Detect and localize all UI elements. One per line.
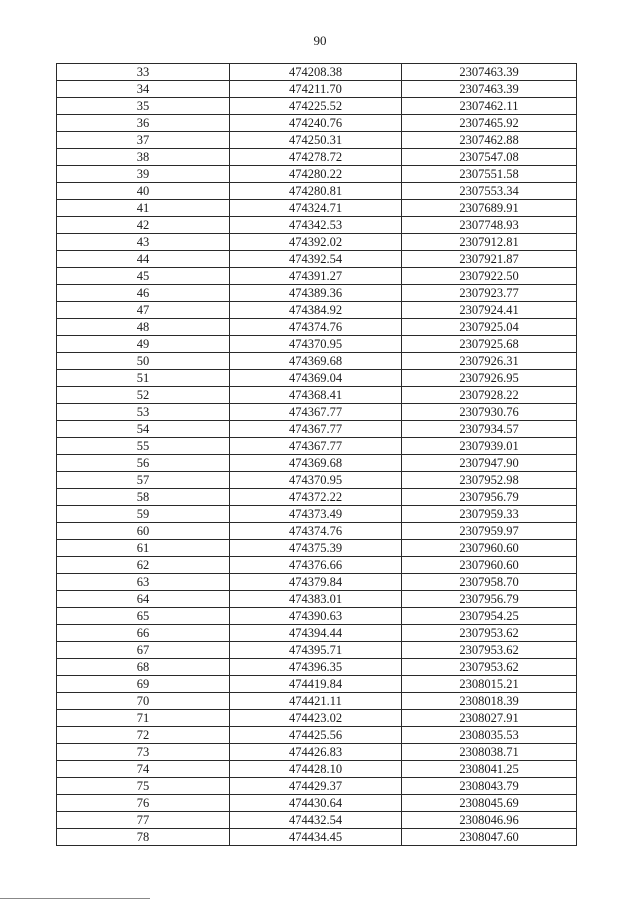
- y-coordinate-cell: 2307947.90: [402, 455, 577, 472]
- table-row: [57, 642, 577, 659]
- x-coordinate-cell: 474429.37: [230, 778, 402, 795]
- table-row: [57, 387, 577, 404]
- point-number-cell: 36: [57, 115, 230, 132]
- point-number-cell: 57: [57, 472, 230, 489]
- point-number-cell: 35: [57, 98, 230, 115]
- x-coordinate-cell: 474384.92: [230, 302, 402, 319]
- point-number-cell: 48: [57, 319, 230, 336]
- table-row: [57, 404, 577, 421]
- x-coordinate-cell: 474374.76: [230, 523, 402, 540]
- point-number-cell: 68: [57, 659, 230, 676]
- y-coordinate-cell: 2308035.53: [402, 727, 577, 744]
- table-row: [57, 489, 577, 506]
- y-coordinate-cell: 2307953.62: [402, 625, 577, 642]
- y-coordinate-cell: 2307928.22: [402, 387, 577, 404]
- x-coordinate-cell: 474280.22: [230, 166, 402, 183]
- x-coordinate-cell: 474375.39: [230, 540, 402, 557]
- point-number-cell: 76: [57, 795, 230, 812]
- point-number-cell: 73: [57, 744, 230, 761]
- x-coordinate-cell: 474369.68: [230, 455, 402, 472]
- point-number-cell: 53: [57, 404, 230, 421]
- point-number-cell: 42: [57, 217, 230, 234]
- table-row: [57, 319, 577, 336]
- x-coordinate-cell: 474211.70: [230, 81, 402, 98]
- point-number-cell: 47: [57, 302, 230, 319]
- point-number-cell: 63: [57, 574, 230, 591]
- x-coordinate-cell: 474369.68: [230, 353, 402, 370]
- y-coordinate-cell: 2307462.11: [402, 98, 577, 115]
- y-coordinate-cell: 2307952.98: [402, 472, 577, 489]
- table-row: [57, 540, 577, 557]
- y-coordinate-cell: 2307553.34: [402, 183, 577, 200]
- point-number-cell: 54: [57, 421, 230, 438]
- table-row: [57, 659, 577, 676]
- y-coordinate-cell: 2307953.62: [402, 659, 577, 676]
- table-row: [57, 591, 577, 608]
- y-coordinate-cell: 2308027.91: [402, 710, 577, 727]
- coordinate-table: [56, 63, 577, 846]
- y-coordinate-cell: 2307956.79: [402, 489, 577, 506]
- x-coordinate-cell: 474419.84: [230, 676, 402, 693]
- x-coordinate-cell: 474278.72: [230, 149, 402, 166]
- point-number-cell: 41: [57, 200, 230, 217]
- y-coordinate-cell: 2307689.91: [402, 200, 577, 217]
- x-coordinate-cell: 474370.95: [230, 472, 402, 489]
- table-row: [57, 608, 577, 625]
- point-number-cell: 33: [57, 64, 230, 81]
- point-number-cell: 43: [57, 234, 230, 251]
- x-coordinate-cell: 474392.54: [230, 251, 402, 268]
- point-number-cell: 55: [57, 438, 230, 455]
- x-coordinate-cell: 474389.36: [230, 285, 402, 302]
- y-coordinate-cell: 2307462.88: [402, 132, 577, 149]
- y-coordinate-cell: 2307926.95: [402, 370, 577, 387]
- table-row: [57, 115, 577, 132]
- y-coordinate-cell: 2307960.60: [402, 557, 577, 574]
- point-number-cell: 66: [57, 625, 230, 642]
- x-coordinate-cell: 474324.71: [230, 200, 402, 217]
- table-row: [57, 472, 577, 489]
- y-coordinate-cell: 2307939.01: [402, 438, 577, 455]
- x-coordinate-cell: 474394.44: [230, 625, 402, 642]
- point-number-cell: 45: [57, 268, 230, 285]
- point-number-cell: 72: [57, 727, 230, 744]
- point-number-cell: 69: [57, 676, 230, 693]
- y-coordinate-cell: 2307956.79: [402, 591, 577, 608]
- x-coordinate-cell: 474379.84: [230, 574, 402, 591]
- table-row: [57, 693, 577, 710]
- point-number-cell: 51: [57, 370, 230, 387]
- x-coordinate-cell: 474383.01: [230, 591, 402, 608]
- y-coordinate-cell: 2307922.50: [402, 268, 577, 285]
- y-coordinate-cell: 2307925.68: [402, 336, 577, 353]
- y-coordinate-cell: 2308043.79: [402, 778, 577, 795]
- point-number-cell: 61: [57, 540, 230, 557]
- point-number-cell: 62: [57, 557, 230, 574]
- y-coordinate-cell: 2307463.39: [402, 81, 577, 98]
- y-coordinate-cell: 2308045.69: [402, 795, 577, 812]
- x-coordinate-cell: 474432.54: [230, 812, 402, 829]
- x-coordinate-cell: 474367.77: [230, 421, 402, 438]
- x-coordinate-cell: 474423.02: [230, 710, 402, 727]
- x-coordinate-cell: 474374.76: [230, 319, 402, 336]
- point-number-cell: 50: [57, 353, 230, 370]
- x-coordinate-cell: 474391.27: [230, 268, 402, 285]
- table-row: [57, 625, 577, 642]
- table-row: [57, 370, 577, 387]
- x-coordinate-cell: 474390.63: [230, 608, 402, 625]
- x-coordinate-cell: 474280.81: [230, 183, 402, 200]
- y-coordinate-cell: 2307748.93: [402, 217, 577, 234]
- table-row: [57, 217, 577, 234]
- x-coordinate-cell: 474425.56: [230, 727, 402, 744]
- point-number-cell: 67: [57, 642, 230, 659]
- table-row: [57, 574, 577, 591]
- table-row: [57, 761, 577, 778]
- y-coordinate-cell: 2308041.25: [402, 761, 577, 778]
- point-number-cell: 52: [57, 387, 230, 404]
- x-coordinate-cell: 474430.64: [230, 795, 402, 812]
- point-number-cell: 39: [57, 166, 230, 183]
- y-coordinate-cell: 2307912.81: [402, 234, 577, 251]
- point-number-cell: 46: [57, 285, 230, 302]
- point-number-cell: 71: [57, 710, 230, 727]
- x-coordinate-cell: 474426.83: [230, 744, 402, 761]
- table-row: [57, 506, 577, 523]
- x-coordinate-cell: 474367.77: [230, 438, 402, 455]
- point-number-cell: 70: [57, 693, 230, 710]
- point-number-cell: 60: [57, 523, 230, 540]
- table-row: [57, 234, 577, 251]
- x-coordinate-cell: 474372.22: [230, 489, 402, 506]
- table-row: [57, 353, 577, 370]
- point-number-cell: 49: [57, 336, 230, 353]
- x-coordinate-cell: 474368.41: [230, 387, 402, 404]
- x-coordinate-cell: 474369.04: [230, 370, 402, 387]
- point-number-cell: 58: [57, 489, 230, 506]
- table-row: [57, 438, 577, 455]
- y-coordinate-cell: 2307463.39: [402, 64, 577, 81]
- table-row: [57, 285, 577, 302]
- table-row: [57, 778, 577, 795]
- point-number-cell: 37: [57, 132, 230, 149]
- y-coordinate-cell: 2307924.41: [402, 302, 577, 319]
- y-coordinate-cell: 2308018.39: [402, 693, 577, 710]
- point-number-cell: 56: [57, 455, 230, 472]
- table-row: [57, 795, 577, 812]
- table-row: [57, 166, 577, 183]
- x-coordinate-cell: 474434.45: [230, 829, 402, 846]
- table-row: [57, 744, 577, 761]
- x-coordinate-cell: 474225.52: [230, 98, 402, 115]
- table-row: [57, 268, 577, 285]
- x-coordinate-cell: 474373.49: [230, 506, 402, 523]
- y-coordinate-cell: 2307954.25: [402, 608, 577, 625]
- table-row: [57, 676, 577, 693]
- y-coordinate-cell: 2308047.60: [402, 829, 577, 846]
- table-row: [57, 149, 577, 166]
- table-row: [57, 455, 577, 472]
- point-number-cell: 44: [57, 251, 230, 268]
- x-coordinate-cell: 474396.35: [230, 659, 402, 676]
- x-coordinate-cell: 474367.77: [230, 404, 402, 421]
- table-row: [57, 200, 577, 217]
- table-row: [57, 98, 577, 115]
- table-row: [57, 829, 577, 846]
- x-coordinate-cell: 474376.66: [230, 557, 402, 574]
- y-coordinate-cell: 2307959.33: [402, 506, 577, 523]
- y-coordinate-cell: 2307921.87: [402, 251, 577, 268]
- table-row: [57, 183, 577, 200]
- table-row: [57, 336, 577, 353]
- table-row: [57, 64, 577, 81]
- point-number-cell: 40: [57, 183, 230, 200]
- x-coordinate-cell: 474240.76: [230, 115, 402, 132]
- coordinate-table-body: [57, 64, 577, 846]
- x-coordinate-cell: 474392.02: [230, 234, 402, 251]
- x-coordinate-cell: 474370.95: [230, 336, 402, 353]
- table-row: [57, 132, 577, 149]
- table-row: [57, 727, 577, 744]
- point-number-cell: 74: [57, 761, 230, 778]
- y-coordinate-cell: 2307953.62: [402, 642, 577, 659]
- page-number: 90: [313, 33, 327, 48]
- table-row: [57, 812, 577, 829]
- y-coordinate-cell: 2307551.58: [402, 166, 577, 183]
- y-coordinate-cell: 2307960.60: [402, 540, 577, 557]
- point-number-cell: 59: [57, 506, 230, 523]
- y-coordinate-cell: 2307958.70: [402, 574, 577, 591]
- point-number-cell: 38: [57, 149, 230, 166]
- y-coordinate-cell: 2307547.08: [402, 149, 577, 166]
- x-coordinate-cell: 474250.31: [230, 132, 402, 149]
- y-coordinate-cell: 2307930.76: [402, 404, 577, 421]
- table-row: [57, 421, 577, 438]
- point-number-cell: 65: [57, 608, 230, 625]
- table-row: [57, 81, 577, 98]
- y-coordinate-cell: 2307925.04: [402, 319, 577, 336]
- x-coordinate-cell: 474395.71: [230, 642, 402, 659]
- table-row: [57, 710, 577, 727]
- table-row: [57, 523, 577, 540]
- x-coordinate-cell: 474421.11: [230, 693, 402, 710]
- y-coordinate-cell: 2308038.71: [402, 744, 577, 761]
- point-number-cell: 78: [57, 829, 230, 846]
- y-coordinate-cell: 2308046.96: [402, 812, 577, 829]
- x-coordinate-cell: 474208.38: [230, 64, 402, 81]
- footer-rule: [0, 898, 150, 899]
- y-coordinate-cell: 2307926.31: [402, 353, 577, 370]
- point-number-cell: 77: [57, 812, 230, 829]
- table-row: [57, 557, 577, 574]
- y-coordinate-cell: 2307934.57: [402, 421, 577, 438]
- y-coordinate-cell: 2307923.77: [402, 285, 577, 302]
- table-row: [57, 251, 577, 268]
- point-number-cell: 34: [57, 81, 230, 98]
- table-row: [57, 302, 577, 319]
- point-number-cell: 75: [57, 778, 230, 795]
- point-number-cell: 64: [57, 591, 230, 608]
- x-coordinate-cell: 474342.53: [230, 217, 402, 234]
- y-coordinate-cell: 2307959.97: [402, 523, 577, 540]
- y-coordinate-cell: 2307465.92: [402, 115, 577, 132]
- y-coordinate-cell: 2308015.21: [402, 676, 577, 693]
- x-coordinate-cell: 474428.10: [230, 761, 402, 778]
